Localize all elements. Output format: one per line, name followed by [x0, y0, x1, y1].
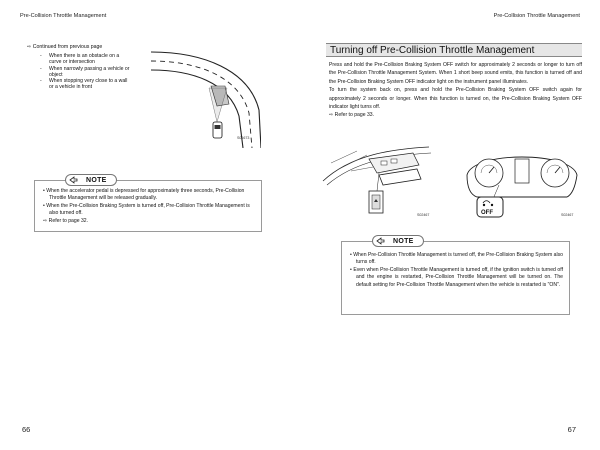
paragraph: To turn the system back on, press and hold the Pre-Collision Braking System OFF switch again for approximately 2 seconds or longer. When this function is turned on, the Pre-Collision Braking System OFF indicator light turns off. — [329, 87, 582, 111]
info-hand-icon — [376, 237, 385, 245]
overhead-switch-illustration — [321, 145, 433, 221]
instructions-text — [329, 61, 582, 120]
paragraph: Press and hold the Pre-Collision Braking System OFF switch for approximately 2 seconds or longer to turn off the Pre-Collision Throttle Management System. When 1 short beep sound emits, this function is turned off and the Pre-Collision Braking System OFF indicator light on the instrument panel illuminates. — [329, 62, 582, 85]
off-indicator-text: OFF — [481, 210, 493, 216]
figure-code: S01673 — [237, 136, 250, 140]
note-box-left — [34, 176, 262, 232]
note-item: • When the accelerator pedal is depressed for approximately three seconds, Pre-Collision Throttle Management will be released gradually. — [43, 188, 245, 202]
note-box-right — [341, 237, 570, 315]
figure-code: S02467 — [561, 213, 574, 217]
note-list — [43, 188, 255, 225]
info-hand-icon — [69, 176, 78, 184]
page-number-left: 66 — [22, 425, 31, 434]
list-item: - When there is an obstacle on a curve or intersection — [40, 53, 120, 66]
note-tab — [65, 174, 117, 186]
list-item: - When stopping very close to a wall or a vehicle in front — [40, 78, 128, 91]
page-header-left: Pre-Collision Throttle Management — [20, 13, 107, 19]
note-tab — [372, 235, 424, 247]
section-title: Turning off Pre-Collision Throttle Management — [326, 43, 582, 57]
note-item: • When Pre-Collision Throttle Management is turned off, the Pre-Collision Braking System also turns off. — [350, 252, 563, 266]
obstacle-conditions-list — [40, 53, 132, 91]
page-number-right: 67 — [567, 425, 576, 434]
note-list — [350, 252, 563, 289]
page-reference: ⇨ Refer to page 32. — [43, 217, 89, 224]
figure-code: S02467 — [417, 213, 430, 217]
page-reference: ⇨ Refer to page 33. — [329, 112, 375, 119]
note-item: • When the Pre-Collision Braking System is turned off, Pre-Collision Throttle Management is also turned off. — [43, 202, 250, 217]
note-item: • Even when Pre-Collision Throttle Management is turned off, if the ignition switch is turned off and the engine is restarted, Pre-Collision Throttle Management will be turned on. The default setting for Pre-Collision Throttle Management when the vehicle is restarted is "ON". — [350, 266, 563, 288]
curve-road-illustration — [151, 48, 261, 148]
continued-from-previous: ⇨ Continued from previous page — [27, 44, 103, 50]
instrument-panel-illustration — [463, 145, 581, 221]
note-label: NOTE — [393, 237, 414, 245]
note-label: NOTE — [86, 176, 107, 184]
list-item: - When narrowly passing a vehicle or object — [40, 65, 130, 78]
page-header-right: Pre-Collision Throttle Management — [493, 13, 580, 19]
